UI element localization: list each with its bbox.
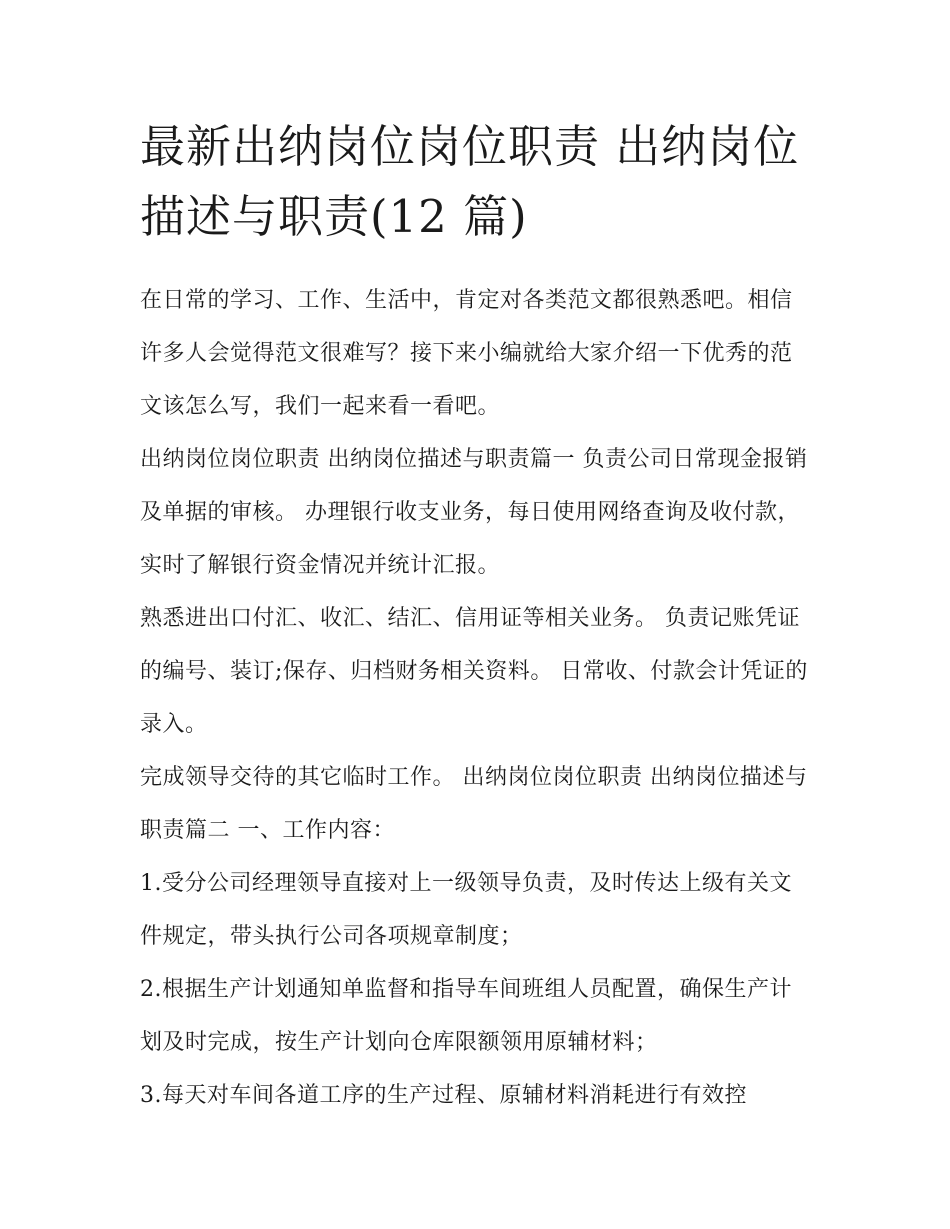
list-item-1: 1.受分公司经理领导直接对上一级领导负责，及时传达上级有关文件规定，带头执行公司各项规章制度； — [140, 871, 792, 949]
paragraph-section-one: 出纳岗位岗位职责 出纳岗位描述与职责篇一 负责公司日常现金报销及单据的审核。 办理银行收支业务，每日使用网络查询及收付款，实时了解银行资金情况并统计汇报。 — [140, 447, 808, 578]
paragraph-intro: 在日常的学习、工作、生活中，肯定对各类范文都很熟悉吧。相信许多人会觉得范文很难写？接下来小编就给大家介绍一下优秀的范文该怎么写，我们一起来看一看吧。 — [140, 288, 793, 419]
paragraph-section-two: 完成领导交待的其它临时工作。 出纳岗位岗位职责 出纳岗位描述与职责篇二 一、工作内容： — [140, 765, 808, 843]
paragraph-import-export: 熟悉进出口付汇、收汇、结汇、信用证等相关业务。 负责记账凭证的编号、装订;保存、归档财务相关资料。 日常收、付款会计凭证的录入。 — [140, 606, 808, 737]
document-page — [140, 112, 812, 1122]
document-body — [140, 274, 812, 1122]
document-title: 最新出纳岗位岗位职责 出纳岗位描述与职责(12 篇) — [140, 120, 800, 243]
list-item-3: 3.每天对车间各道工序的生产过程、原辅材料消耗进行有效控 — [140, 1083, 747, 1108]
list-item-2: 2.根据生产计划通知单监督和指导车间班组人员配置，确保生产计划及时完成，按生产计划向仓库限额领用原辅材料； — [140, 977, 792, 1055]
